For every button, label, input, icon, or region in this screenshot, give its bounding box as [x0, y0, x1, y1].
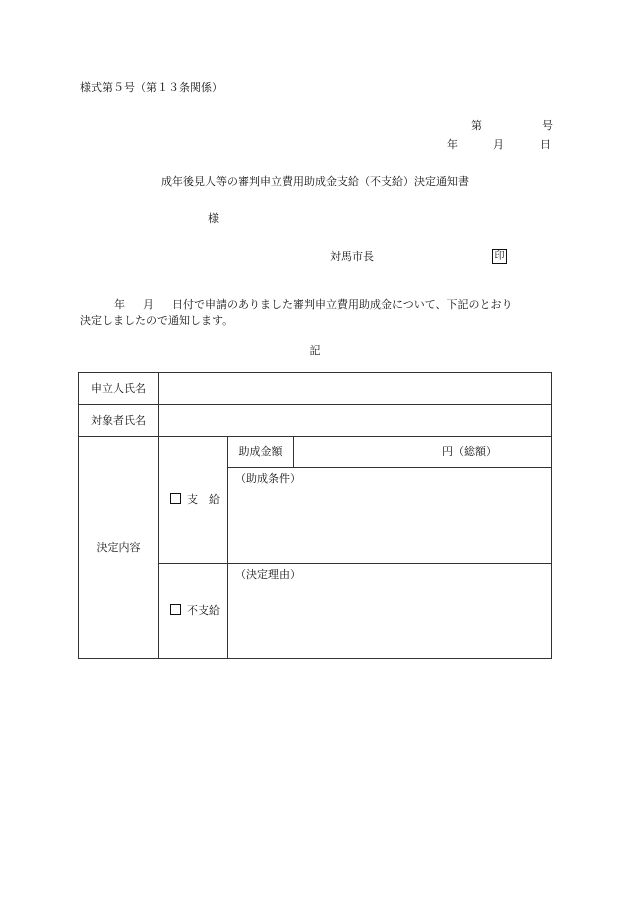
reason-label: （決定理由）: [235, 568, 301, 581]
document-title: 成年後見人等の審判申立費用助成金支給（不支給）決定通知書: [161, 175, 469, 188]
pay-checkbox[interactable]: [170, 493, 181, 504]
subject-name-field[interactable]: [159, 405, 552, 437]
nopay-option[interactable]: [159, 564, 228, 659]
notice-body: [80, 297, 552, 329]
body-line-1-text: 日付で申請のありました審判申立費用助成金について、下記のとおり: [172, 298, 513, 311]
date-year-label: 年: [447, 138, 458, 151]
subject-name-label: 対象者氏名: [79, 405, 159, 437]
body-year: 年: [114, 298, 125, 311]
seal-mark: 印: [492, 249, 507, 264]
reason-field[interactable]: [228, 564, 552, 659]
pay-option-label: 支 給: [187, 493, 220, 507]
applicant-name-label: 申立人氏名: [79, 373, 159, 405]
body-line-2: 決定しましたので通知します。: [80, 314, 234, 327]
issuer-name: 対馬市長: [330, 250, 374, 263]
conditions-label: （助成条件）: [235, 472, 301, 485]
pay-option[interactable]: [159, 437, 228, 564]
body-line-1: [80, 297, 552, 313]
date-month-label: 月: [493, 138, 504, 151]
applicant-name-field[interactable]: [159, 373, 552, 405]
date-day-label: 日: [540, 138, 551, 151]
form-number: 様式第５号（第１３条関係）: [80, 81, 223, 94]
addressee-suffix: 様: [208, 212, 219, 225]
nopay-option-label: 不支給: [187, 604, 220, 618]
amount-label: 助成金額: [228, 437, 294, 468]
nopay-checkbox[interactable]: [170, 604, 181, 615]
conditions-field[interactable]: [228, 468, 552, 564]
amount-unit: 円（総額）: [442, 445, 497, 459]
number-go-label: 号: [542, 119, 553, 132]
decision-content-label: 決定内容: [79, 437, 159, 659]
ki-heading: 記: [309, 344, 321, 357]
amount-field[interactable]: [294, 437, 552, 468]
number-dai-label: 第: [471, 119, 482, 132]
body-month: 月: [143, 298, 154, 311]
decision-table: [78, 372, 552, 659]
